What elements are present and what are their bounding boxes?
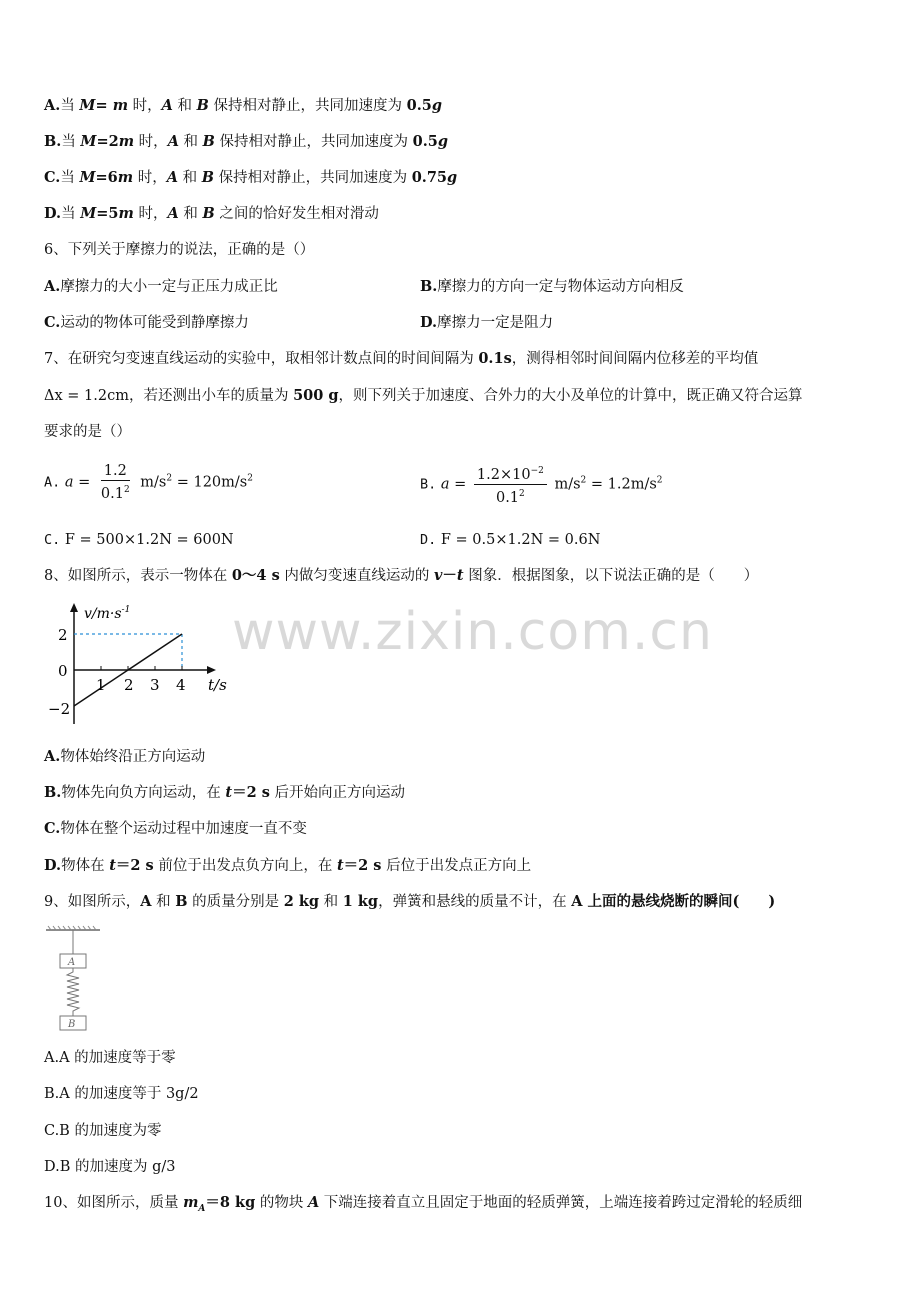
q7-option-d: D. F = 0.5×1.2N = 0.6N (420, 532, 601, 548)
x-tick-label-1: 1 (96, 676, 106, 694)
q9-option-d: D.B 的加速度为 g/3 (44, 1159, 176, 1175)
q6-option-b: B.摩擦力的方向一定与物体运动方向相反 (420, 278, 684, 295)
y-axis-label: $v/m\cdot s^{-1}$ (84, 605, 131, 622)
y-axis-arrow (70, 603, 78, 612)
q7-b-fraction: $\frac{1.2\times 10^{-2}}{0.1^2}$ (474, 462, 547, 507)
q6-option-a: A.摩擦力的大小一定与正压力成正比 (44, 278, 278, 295)
q6-option-d: D.摩擦力一定是阻力 (420, 314, 554, 331)
q9-option-c: C.B 的加速度为零 (44, 1123, 162, 1139)
spring-figure (42, 924, 106, 1034)
q5-option-d: D.当 M=5m 时，A 和 B 之间的恰好发生相对滑动 (44, 205, 379, 222)
q5-option-c: C.当 M=6m 时，A 和 B 保持相对静止，共同加速度为 0.75g (44, 169, 458, 186)
x-tick-label-3: 3 (150, 676, 160, 694)
q7-a-fraction: $\frac{1.2}{0.1^2}$ (100, 463, 130, 502)
q9-stem: 9、如图所示，A 和 B 的质量分别是 2 kg 和 1 kg，弹簧和悬线的质量不计，在 A 上面的悬线烧断的瞬间( ) (44, 893, 776, 910)
q7-option-b: B. a = $\frac{1.2\times 10^{-2}}{0.1^2}$ $m/s^2 = 1.2m/s^2$ (420, 462, 663, 507)
q6-stem: 6、下列关于摩擦力的说法，正确的是（） (44, 242, 315, 258)
q7-stem-line2: Δx = 1.2cm，若还测出小车的质量为 500 g，则下列关于加速度、合外力的大小及单位的计算中，既正确又符合运算 (44, 387, 803, 404)
q8-option-c: C.物体在整个运动过程中加速度一直不变 (44, 820, 307, 837)
x-axis-label: t/s (208, 676, 227, 694)
block-b-label: B (68, 1019, 76, 1030)
x-axis-arrow (207, 666, 216, 674)
q7-stem-line1: 7、在研究匀变速直线运动的实验中，取相邻计数点间的时间间隔为 0.1s，测得相邻时间间隔内位移差的平均值 (44, 350, 759, 367)
y-tick-label-0: 0 (58, 662, 68, 680)
spring (67, 968, 79, 1016)
q9-option-a: A.A 的加速度等于零 (44, 1050, 176, 1066)
q8-option-b: B.物体先向负方向运动，在 t＝2 s 后开始向正方向运动 (44, 784, 406, 801)
q5-option-b: B.当 M=2m 时，A 和 B 保持相对静止，共同加速度为 0.5g (44, 133, 449, 150)
y-tick-label-2: 2 (58, 626, 68, 644)
q7-stem-line3: 要求的是（） (44, 424, 131, 440)
q8-stem: 8、如图所示，表示一物体在 0～4 s 内做匀变速直线运动的 v－t 图象．根据图象，以下说法正确的是（ ） (44, 567, 759, 584)
x-tick-label-4: 4 (176, 676, 186, 694)
block-a-label: A (68, 957, 76, 968)
q9-option-b: B.A 的加速度等于 3g/2 (44, 1086, 199, 1102)
q6-option-c: C.运动的物体可能受到静摩擦力 (44, 314, 249, 331)
q8-option-a: A.物体始终沿正方向运动 (44, 748, 206, 765)
q8-option-d: D.物体在 t＝2 s 前位于出发点负方向上，在 t＝2 s 后位于出发点正方向上 (44, 857, 532, 874)
q7-option-c: C. F = 500×1.2N = 600N (44, 532, 234, 548)
q10-stem: 10、如图所示，质量 $m_A=8$ kg 的物块 A 下端连接着直立且固定于地面的轻质弹簧，上端连接着跨过定滑轮的轻质细 (44, 1194, 803, 1214)
q5-option-a: A.当 M= m 时，A 和 B 保持相对静止，共同加速度为 0.5g (44, 97, 442, 114)
q7-delta-x: Δx = 1.2cm (44, 388, 129, 404)
watermark: www.zixin.com.cn (232, 602, 713, 662)
vt-graph (40, 600, 240, 730)
x-tick-label-2: 2 (124, 676, 134, 694)
q7-option-a: A. a = $\frac{1.2}{0.1^2}$ $m/s^2 = 120m/s^2$ (44, 463, 253, 502)
y-tick-label-neg2: −2 (48, 700, 71, 718)
